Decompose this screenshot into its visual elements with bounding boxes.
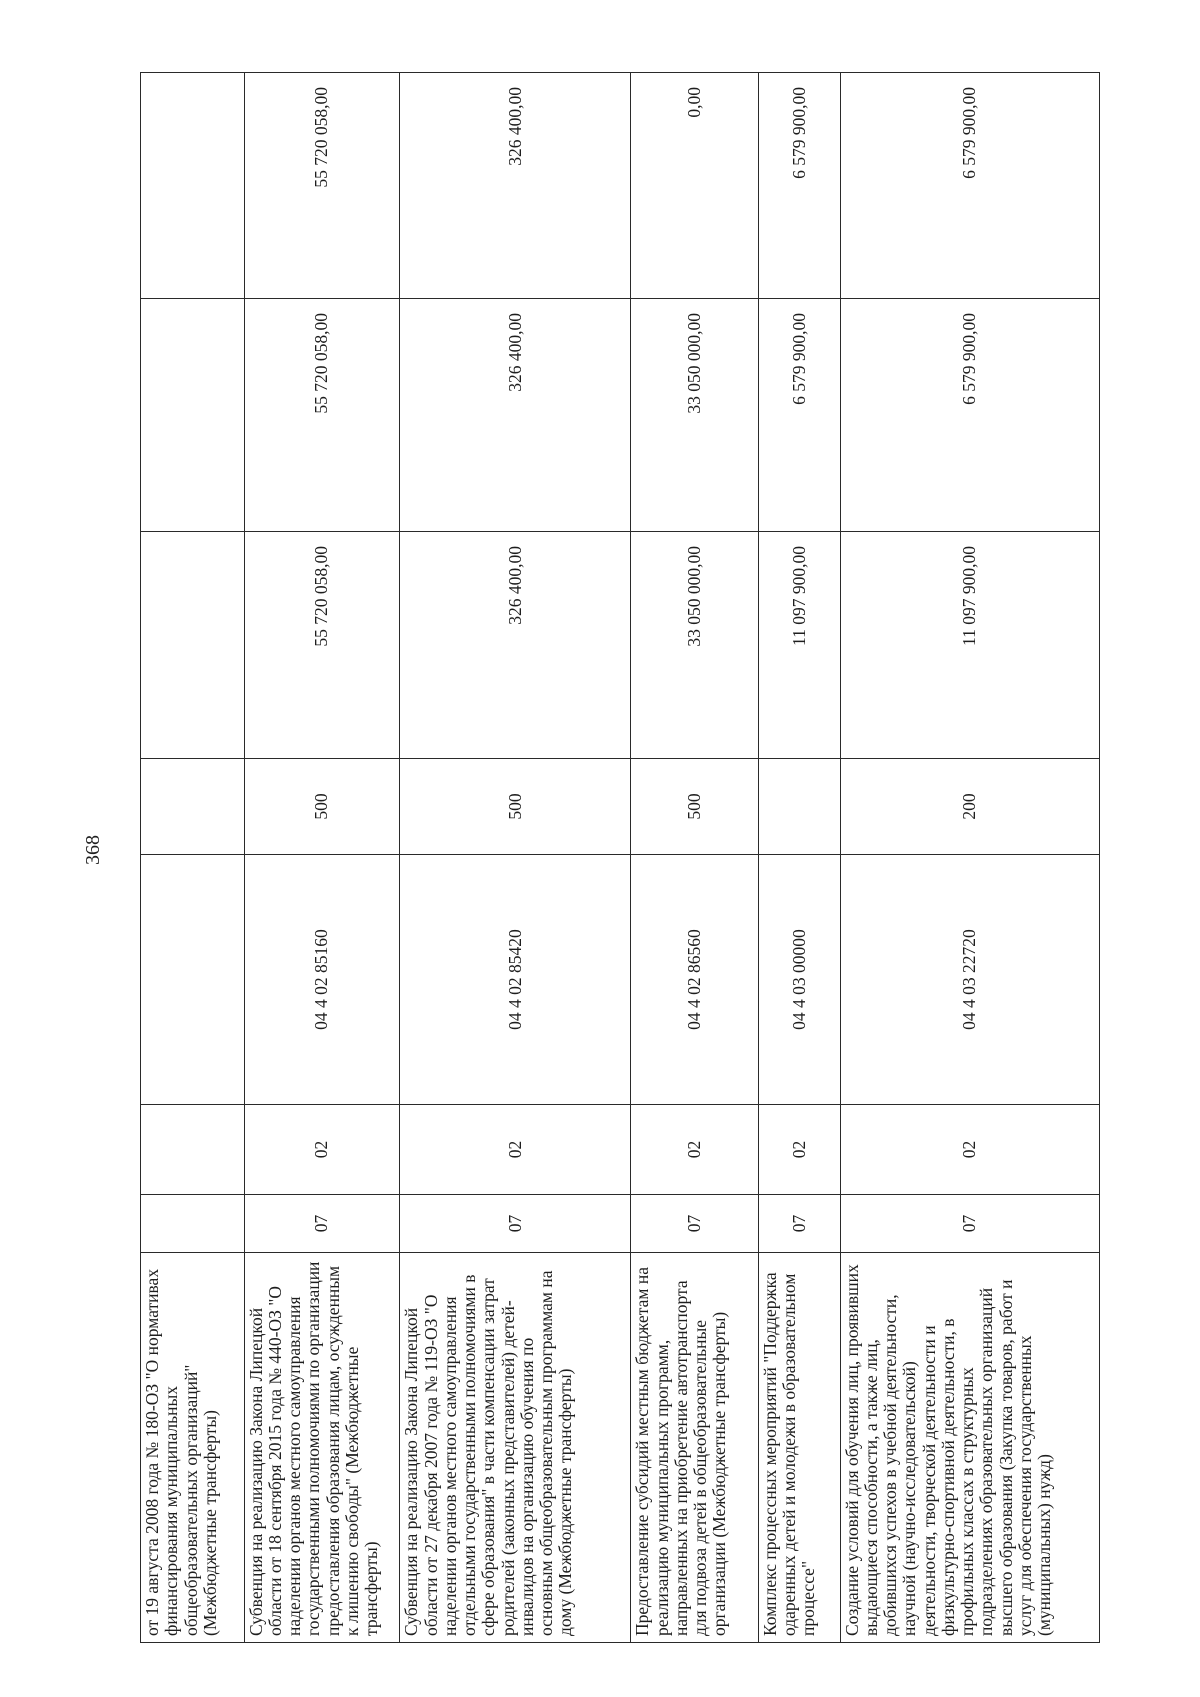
row-description: Субвенция на реализацию Закона Липецкой области от 27 декабря 2007 года № 119-ОЗ "О наделении органов местного самоуправления отдельными государственными полномочиями в сфере образования" в части компенсации затрат родителей (законных представителей) детей-инвалидов на организацию обучения по основным общеобразовательным программам на дому (Межбюджетные трансферты) — [400, 1253, 631, 1643]
row-sum-1: 326 400,00 — [400, 532, 631, 759]
table-row — [631, 73, 759, 1643]
budget-table — [140, 72, 1100, 1643]
table-row — [244, 73, 400, 1643]
row-sum-2 — [141, 299, 245, 532]
row-section: 07 — [631, 1195, 759, 1253]
row-target-code: 04 4 02 85420 — [400, 855, 631, 1105]
row-subsection: 02 — [758, 1105, 840, 1195]
row-sum-3: 6 579 900,00 — [840, 73, 1099, 299]
row-sum-2: 326 400,00 — [400, 299, 631, 532]
row-section: 07 — [758, 1195, 840, 1253]
row-subsection: 02 — [244, 1105, 400, 1195]
row-subsection: 02 — [631, 1105, 759, 1195]
row-sum-2: 55 720 058,00 — [244, 299, 400, 532]
row-subsection — [141, 1105, 245, 1195]
row-subsection: 02 — [840, 1105, 1099, 1195]
page-number: 368 — [82, 835, 104, 865]
row-sum-3: 6 579 900,00 — [758, 73, 840, 299]
row-sum-3: 55 720 058,00 — [244, 73, 400, 299]
row-sum-1 — [141, 532, 245, 759]
rotated-table-wrapper — [140, 73, 1100, 1643]
table-row — [141, 73, 245, 1643]
row-subsection: 02 — [400, 1105, 631, 1195]
row-description: Комплекс процессных мероприятий "Поддержка одаренных детей и молодежи в образовательном процессе" — [758, 1253, 840, 1643]
row-section: 07 — [244, 1195, 400, 1253]
row-sum-2: 6 579 900,00 — [758, 299, 840, 532]
row-description: Предоставление субсидий местным бюджетам на реализацию муниципальных программ, направленных на приобретение автотранспорта для подвоза детей в общеобразовательные организации (Межбюджетные трансферты) — [631, 1253, 759, 1643]
row-expense-kind: 200 — [840, 759, 1099, 855]
row-target-code: 04 4 03 22720 — [840, 855, 1099, 1105]
row-sum-1: 55 720 058,00 — [244, 532, 400, 759]
row-target-code: 04 4 02 86560 — [631, 855, 759, 1105]
row-section: 07 — [840, 1195, 1099, 1253]
row-sum-3: 0,00 — [631, 73, 759, 299]
row-sum-2: 6 579 900,00 — [840, 299, 1099, 532]
row-target-code: 04 4 02 85160 — [244, 855, 400, 1105]
row-description: Создание условий для обучения лиц, проявивших выдающиеся способности, а также лиц, добившихся успехов в учебной деятельности, научной (научно-исследовательской) деятельности, творческой деятельности и физкультурно-спортивной деятельности, в профильных классах в структурных подразделениях образовательных организаций высшего образования (Закупка товаров, работ и услуг для обеспечения государственных (муниципальных) нужд) — [840, 1253, 1099, 1643]
row-section — [141, 1195, 245, 1253]
row-expense-kind: 500 — [631, 759, 759, 855]
row-expense-kind: 500 — [244, 759, 400, 855]
row-sum-3: 326 400,00 — [400, 73, 631, 299]
row-target-code — [141, 855, 245, 1105]
row-sum-1: 11 097 900,00 — [758, 532, 840, 759]
row-expense-kind: 500 — [400, 759, 631, 855]
row-expense-kind — [758, 759, 840, 855]
row-section: 07 — [400, 1195, 631, 1253]
row-description: от 19 августа 2008 года № 180-ОЗ "О нормативах финансирования муниципальных общеобразовательных организаций" (Межбюджетные трансферты) — [141, 1253, 245, 1643]
table-row — [400, 73, 631, 1643]
row-sum-1: 11 097 900,00 — [840, 532, 1099, 759]
row-sum-2: 33 050 000,00 — [631, 299, 759, 532]
row-sum-1: 33 050 000,00 — [631, 532, 759, 759]
row-target-code: 04 4 03 00000 — [758, 855, 840, 1105]
table-row — [840, 73, 1099, 1643]
row-description: Субвенция на реализацию Закона Липецкой области от 18 сентября 2015 года № 440-ОЗ "О наделении органов местного самоуправления государственными полномочиями по организации предоставления образования лицам, осужденным к лишению свободы" (Межбюджетные трансферты) — [244, 1253, 400, 1643]
table-row — [758, 73, 840, 1643]
row-sum-3 — [141, 73, 245, 299]
row-expense-kind — [141, 759, 245, 855]
